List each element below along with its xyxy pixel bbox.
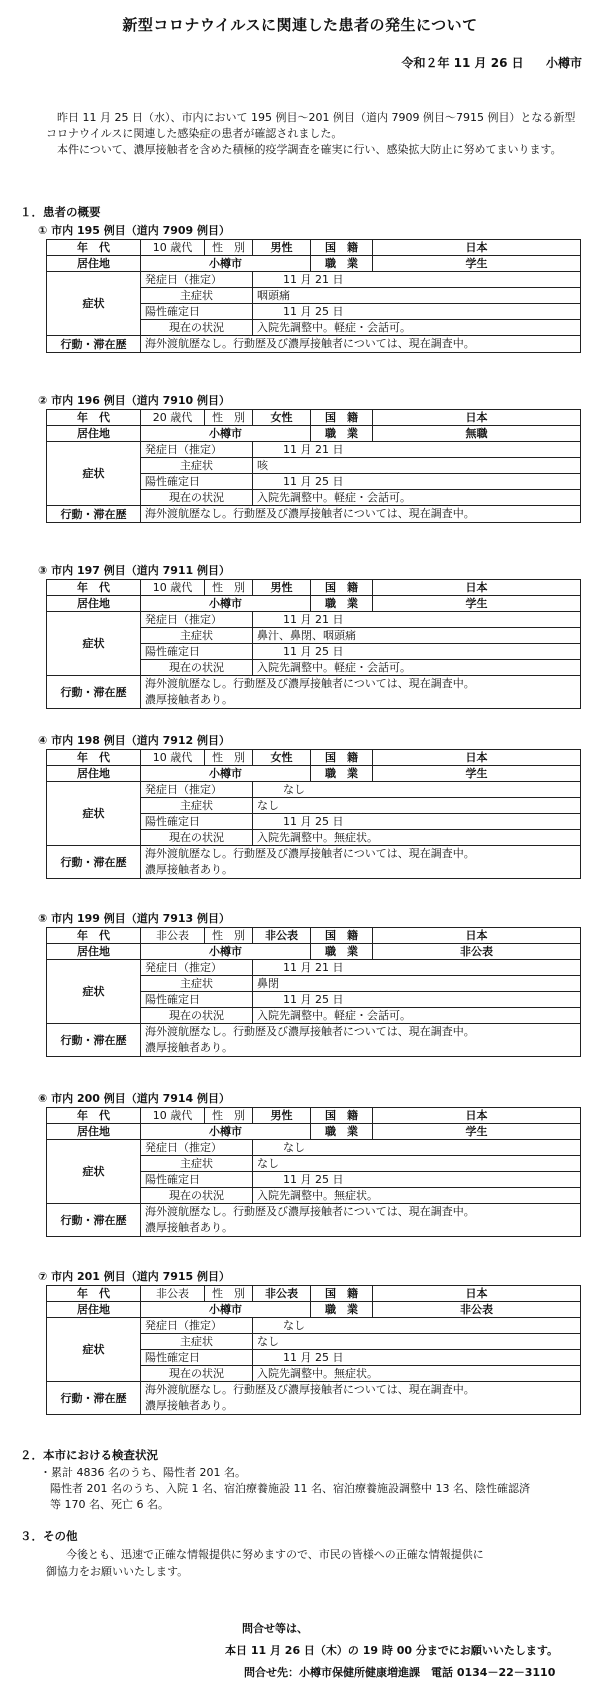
activity-line-2: 濃厚接触者あり。 bbox=[145, 863, 233, 876]
onset-value: 11 月 21 日 bbox=[253, 960, 581, 976]
case-table bbox=[46, 1285, 581, 1415]
onset-value: なし bbox=[253, 1140, 581, 1156]
positive-date-value: 11 月 25 日 bbox=[253, 644, 581, 660]
activity-label: 行動・滞在歴 bbox=[47, 1024, 141, 1057]
sex-label: 性 別 bbox=[205, 580, 253, 596]
activity-label: 行動・滞在歴 bbox=[47, 506, 141, 523]
section-2-line-2: 陽性者 201 名のうち、入院 1 名、宿泊療養施設 11 名、宿泊療養施設調整中 13 名、陰性確認済 bbox=[50, 1482, 530, 1495]
section-1-title: １．患者の概要 bbox=[20, 205, 101, 219]
activity-value bbox=[141, 1204, 581, 1237]
case-table bbox=[46, 409, 581, 523]
activity-label: 行動・滞在歴 bbox=[47, 846, 141, 879]
residence-label: 居住地 bbox=[47, 426, 141, 442]
residence-value: 小樽市 bbox=[141, 596, 311, 612]
contact-line-2: 本日 11 月 26 日（木）の 19 時 00 分までにお願いいたします。 bbox=[225, 1644, 558, 1657]
nationality-label: 国 籍 bbox=[311, 410, 373, 426]
row-age bbox=[47, 410, 581, 426]
nationality-label: 国 籍 bbox=[311, 240, 373, 256]
positive-date-label: 陽性確定日 bbox=[141, 474, 253, 490]
age-label: 年 代 bbox=[47, 928, 141, 944]
positive-date-label: 陽性確定日 bbox=[141, 644, 253, 660]
age-value: 10 歳代 bbox=[141, 240, 205, 256]
age-value: 非公表 bbox=[141, 928, 205, 944]
row-residence bbox=[47, 426, 581, 442]
onset-label: 発症日（推定） bbox=[141, 442, 253, 458]
nationality-label: 国 籍 bbox=[311, 1286, 373, 1302]
status-label: 現在の状況 bbox=[141, 660, 253, 676]
nationality-value: 日本 bbox=[373, 1108, 581, 1124]
residence-label: 居住地 bbox=[47, 766, 141, 782]
status-label: 現在の状況 bbox=[141, 1366, 253, 1382]
residence-label: 居住地 bbox=[47, 1124, 141, 1140]
occupation-label: 職 業 bbox=[311, 426, 373, 442]
occupation-label: 職 業 bbox=[311, 256, 373, 272]
occupation-label: 職 業 bbox=[311, 1124, 373, 1140]
row-onset bbox=[47, 1140, 581, 1156]
age-label: 年 代 bbox=[47, 580, 141, 596]
positive-date-value: 11 月 25 日 bbox=[253, 474, 581, 490]
residence-value: 小樽市 bbox=[141, 766, 311, 782]
main-symptom-value: 咳 bbox=[253, 458, 581, 474]
main-symptom-label: 主症状 bbox=[141, 458, 253, 474]
nationality-value: 日本 bbox=[373, 750, 581, 766]
symptoms-label: 症状 bbox=[47, 1140, 141, 1204]
issuer: 小樽市 bbox=[545, 56, 582, 70]
age-value: 10 歳代 bbox=[141, 580, 205, 596]
issue-date: 令和２年 11 月 26 日 bbox=[401, 56, 524, 70]
positive-date-value: 11 月 25 日 bbox=[253, 814, 581, 830]
status-value: 入院先調整中。軽症・会話可。 bbox=[253, 320, 581, 336]
nationality-value: 日本 bbox=[373, 410, 581, 426]
positive-date-value: 11 月 25 日 bbox=[253, 304, 581, 320]
case-table bbox=[46, 1107, 581, 1237]
status-label: 現在の状況 bbox=[141, 490, 253, 506]
activity-line-1: 海外渡航歴なし。行動歴及び濃厚接触者については、現在調査中。 bbox=[145, 847, 475, 860]
section-2-line-1: ・累計 4836 名のうち、陽性者 201 名。 bbox=[40, 1466, 246, 1479]
row-age bbox=[47, 580, 581, 596]
activity-value bbox=[141, 1024, 581, 1057]
activity-line-2: 濃厚接触者あり。 bbox=[145, 1399, 233, 1412]
activity-line-1: 海外渡航歴なし。行動歴及び濃厚接触者については、現在調査中。 bbox=[145, 1025, 475, 1038]
contact-line-3: 問合せ先：小樽市保健所健康増進課 電話 0134－22－3110 bbox=[244, 1666, 556, 1679]
onset-label: 発症日（推定） bbox=[141, 1318, 253, 1334]
row-residence bbox=[47, 256, 581, 272]
status-value: 入院先調整中。無症状。 bbox=[253, 1188, 581, 1204]
onset-label: 発症日（推定） bbox=[141, 1140, 253, 1156]
residence-value: 小樽市 bbox=[141, 1124, 311, 1140]
age-value: 非公表 bbox=[141, 1286, 205, 1302]
main-symptom-label: 主症状 bbox=[141, 976, 253, 992]
row-activity bbox=[47, 1204, 581, 1237]
row-onset bbox=[47, 612, 581, 628]
row-residence bbox=[47, 766, 581, 782]
section-2-title: ２．本市における検査状況 bbox=[20, 1448, 158, 1462]
row-age bbox=[47, 750, 581, 766]
positive-date-value: 11 月 25 日 bbox=[253, 1172, 581, 1188]
row-activity bbox=[47, 336, 581, 353]
residence-label: 居住地 bbox=[47, 256, 141, 272]
activity-line-2: 濃厚接触者あり。 bbox=[145, 693, 233, 706]
sex-value: 男性 bbox=[253, 580, 311, 596]
symptoms-label: 症状 bbox=[47, 272, 141, 336]
residence-value: 小樽市 bbox=[141, 944, 311, 960]
activity-value bbox=[141, 676, 581, 709]
sex-label: 性 別 bbox=[205, 1286, 253, 1302]
main-symptom-label: 主症状 bbox=[141, 1334, 253, 1350]
sex-label: 性 別 bbox=[205, 928, 253, 944]
positive-date-value: 11 月 25 日 bbox=[253, 1350, 581, 1366]
nationality-value: 日本 bbox=[373, 928, 581, 944]
sex-value: 女性 bbox=[253, 750, 311, 766]
sex-value: 非公表 bbox=[253, 928, 311, 944]
age-label: 年 代 bbox=[47, 410, 141, 426]
section-3-line-2: 御協力をお願いいたします。 bbox=[46, 1565, 189, 1578]
nationality-value: 日本 bbox=[373, 580, 581, 596]
case-heading: ④ 市内 198 例目（道内 7912 例目） bbox=[38, 734, 231, 747]
sex-value: 女性 bbox=[253, 410, 311, 426]
onset-label: 発症日（推定） bbox=[141, 612, 253, 628]
symptoms-label: 症状 bbox=[47, 442, 141, 506]
intro-line-1: 昨日 11 月 25 日（水）、市内において 195 例目～201 例目（道内 7909 例目～7915 例目）となる新型コロナウイルスに関連した感染症の患者が確認されました。 bbox=[46, 111, 576, 140]
activity-value bbox=[141, 336, 581, 353]
row-residence bbox=[47, 596, 581, 612]
nationality-label: 国 籍 bbox=[311, 580, 373, 596]
activity-line-1: 海外渡航歴なし。行動歴及び濃厚接触者については、現在調査中。 bbox=[145, 337, 475, 350]
onset-label: 発症日（推定） bbox=[141, 272, 253, 288]
status-label: 現在の状況 bbox=[141, 320, 253, 336]
sex-label: 性 別 bbox=[205, 240, 253, 256]
positive-date-value: 11 月 25 日 bbox=[253, 992, 581, 1008]
case-table bbox=[46, 927, 581, 1057]
intro-paragraph bbox=[46, 110, 578, 158]
onset-value: 11 月 21 日 bbox=[253, 272, 581, 288]
row-onset bbox=[47, 960, 581, 976]
sex-value: 男性 bbox=[253, 1108, 311, 1124]
row-residence bbox=[47, 944, 581, 960]
main-symptom-label: 主症状 bbox=[141, 288, 253, 304]
onset-label: 発症日（推定） bbox=[141, 782, 253, 798]
age-label: 年 代 bbox=[47, 240, 141, 256]
case-heading: ③ 市内 197 例目（道内 7911 例目） bbox=[38, 564, 231, 577]
occupation-label: 職 業 bbox=[311, 944, 373, 960]
onset-value: 11 月 21 日 bbox=[253, 612, 581, 628]
activity-label: 行動・滞在歴 bbox=[47, 336, 141, 353]
residence-label: 居住地 bbox=[47, 596, 141, 612]
status-value: 入院先調整中。軽症・会話可。 bbox=[253, 1008, 581, 1024]
sex-label: 性 別 bbox=[205, 1108, 253, 1124]
status-value: 入院先調整中。軽症・会話可。 bbox=[253, 490, 581, 506]
activity-label: 行動・滞在歴 bbox=[47, 1382, 141, 1415]
section-2-line-3: 等 170 名、死亡 6 名。 bbox=[50, 1498, 169, 1511]
residence-value: 小樽市 bbox=[141, 426, 311, 442]
case-heading: ① 市内 195 例目（道内 7909 例目） bbox=[38, 224, 231, 237]
row-residence bbox=[47, 1124, 581, 1140]
onset-value: なし bbox=[253, 782, 581, 798]
age-value: 10 歳代 bbox=[141, 750, 205, 766]
row-activity bbox=[47, 676, 581, 709]
activity-value bbox=[141, 506, 581, 523]
status-label: 現在の状況 bbox=[141, 1188, 253, 1204]
nationality-value: 日本 bbox=[373, 1286, 581, 1302]
onset-value: なし bbox=[253, 1318, 581, 1334]
onset-label: 発症日（推定） bbox=[141, 960, 253, 976]
sex-label: 性 別 bbox=[205, 410, 253, 426]
row-onset bbox=[47, 782, 581, 798]
residence-value: 小樽市 bbox=[141, 256, 311, 272]
onset-value: 11 月 21 日 bbox=[253, 442, 581, 458]
main-symptom-value: 鼻汁、鼻閉、咽頭痛 bbox=[253, 628, 581, 644]
nationality-value: 日本 bbox=[373, 240, 581, 256]
occupation-value: 学生 bbox=[373, 1124, 581, 1140]
occupation-value: 学生 bbox=[373, 596, 581, 612]
positive-date-label: 陽性確定日 bbox=[141, 1350, 253, 1366]
activity-value bbox=[141, 846, 581, 879]
positive-date-label: 陽性確定日 bbox=[141, 1172, 253, 1188]
row-age bbox=[47, 1108, 581, 1124]
age-label: 年 代 bbox=[47, 1286, 141, 1302]
nationality-label: 国 籍 bbox=[311, 1108, 373, 1124]
main-symptom-label: 主症状 bbox=[141, 798, 253, 814]
symptoms-label: 症状 bbox=[47, 612, 141, 676]
symptoms-label: 症状 bbox=[47, 960, 141, 1024]
sex-value: 男性 bbox=[253, 240, 311, 256]
main-symptom-label: 主症状 bbox=[141, 1156, 253, 1172]
main-symptom-value: なし bbox=[253, 1334, 581, 1350]
occupation-label: 職 業 bbox=[311, 766, 373, 782]
age-label: 年 代 bbox=[47, 750, 141, 766]
row-onset bbox=[47, 272, 581, 288]
section-3-title: ３．その他 bbox=[20, 1529, 78, 1543]
main-symptom-value: 咽頭痛 bbox=[253, 288, 581, 304]
occupation-value: 非公表 bbox=[373, 944, 581, 960]
row-activity bbox=[47, 1382, 581, 1415]
intro-line-2: 本件について、濃厚接触者を含めた積極的疫学調査を確実に行い、感染拡大防止に努めてまいります。 bbox=[57, 143, 562, 156]
sex-label: 性 別 bbox=[205, 750, 253, 766]
age-value: 20 歳代 bbox=[141, 410, 205, 426]
residence-label: 居住地 bbox=[47, 1302, 141, 1318]
activity-line-2: 濃厚接触者あり。 bbox=[145, 1041, 233, 1054]
positive-date-label: 陽性確定日 bbox=[141, 992, 253, 1008]
activity-line-1: 海外渡航歴なし。行動歴及び濃厚接触者については、現在調査中。 bbox=[145, 507, 475, 520]
section-3-line-1: 今後とも、迅速で正確な情報提供に努めますので、市民の皆様への正確な情報提供に bbox=[66, 1548, 484, 1561]
symptoms-label: 症状 bbox=[47, 1318, 141, 1382]
main-symptom-value: なし bbox=[253, 798, 581, 814]
occupation-value: 非公表 bbox=[373, 1302, 581, 1318]
main-symptom-value: 鼻閉 bbox=[253, 976, 581, 992]
case-heading: ⑤ 市内 199 例目（道内 7913 例目） bbox=[38, 912, 231, 925]
occupation-label: 職 業 bbox=[311, 1302, 373, 1318]
row-activity bbox=[47, 506, 581, 523]
row-age bbox=[47, 1286, 581, 1302]
case-table bbox=[46, 579, 581, 709]
row-activity bbox=[47, 846, 581, 879]
case-heading: ⑥ 市内 200 例目（道内 7914 例目） bbox=[38, 1092, 231, 1105]
occupation-label: 職 業 bbox=[311, 596, 373, 612]
occupation-value: 学生 bbox=[373, 256, 581, 272]
activity-value bbox=[141, 1382, 581, 1415]
nationality-label: 国 籍 bbox=[311, 750, 373, 766]
row-age bbox=[47, 928, 581, 944]
symptoms-label: 症状 bbox=[47, 782, 141, 846]
date-issuer bbox=[401, 54, 582, 71]
case-heading: ⑦ 市内 201 例目（道内 7915 例目） bbox=[38, 1270, 231, 1283]
case-table bbox=[46, 239, 581, 353]
status-label: 現在の状況 bbox=[141, 830, 253, 846]
row-age bbox=[47, 240, 581, 256]
occupation-value: 学生 bbox=[373, 766, 581, 782]
row-onset bbox=[47, 1318, 581, 1334]
main-symptom-label: 主症状 bbox=[141, 628, 253, 644]
sex-value: 非公表 bbox=[253, 1286, 311, 1302]
activity-line-1: 海外渡航歴なし。行動歴及び濃厚接触者については、現在調査中。 bbox=[145, 677, 475, 690]
activity-line-1: 海外渡航歴なし。行動歴及び濃厚接触者については、現在調査中。 bbox=[145, 1205, 475, 1218]
status-value: 入院先調整中。軽症・会話可。 bbox=[253, 660, 581, 676]
activity-line-1: 海外渡航歴なし。行動歴及び濃厚接触者については、現在調査中。 bbox=[145, 1383, 475, 1396]
contact-line-1: 問合せ等は、 bbox=[242, 1622, 308, 1635]
status-label: 現在の状況 bbox=[141, 1008, 253, 1024]
age-value: 10 歳代 bbox=[141, 1108, 205, 1124]
age-label: 年 代 bbox=[47, 1108, 141, 1124]
row-onset bbox=[47, 442, 581, 458]
occupation-value: 無職 bbox=[373, 426, 581, 442]
case-table bbox=[46, 749, 581, 879]
activity-label: 行動・滞在歴 bbox=[47, 676, 141, 709]
positive-date-label: 陽性確定日 bbox=[141, 814, 253, 830]
activity-label: 行動・滞在歴 bbox=[47, 1204, 141, 1237]
status-value: 入院先調整中。無症状。 bbox=[253, 1366, 581, 1382]
main-symptom-value: なし bbox=[253, 1156, 581, 1172]
positive-date-label: 陽性確定日 bbox=[141, 304, 253, 320]
residence-value: 小樽市 bbox=[141, 1302, 311, 1318]
residence-label: 居住地 bbox=[47, 944, 141, 960]
case-heading: ② 市内 196 例目（道内 7910 例目） bbox=[38, 394, 231, 407]
row-residence bbox=[47, 1302, 581, 1318]
nationality-label: 国 籍 bbox=[311, 928, 373, 944]
status-value: 入院先調整中。無症状。 bbox=[253, 830, 581, 846]
activity-line-2: 濃厚接触者あり。 bbox=[145, 1221, 233, 1234]
document-title: 新型コロナウイルスに関連した患者の発生について bbox=[122, 16, 478, 34]
row-activity bbox=[47, 1024, 581, 1057]
